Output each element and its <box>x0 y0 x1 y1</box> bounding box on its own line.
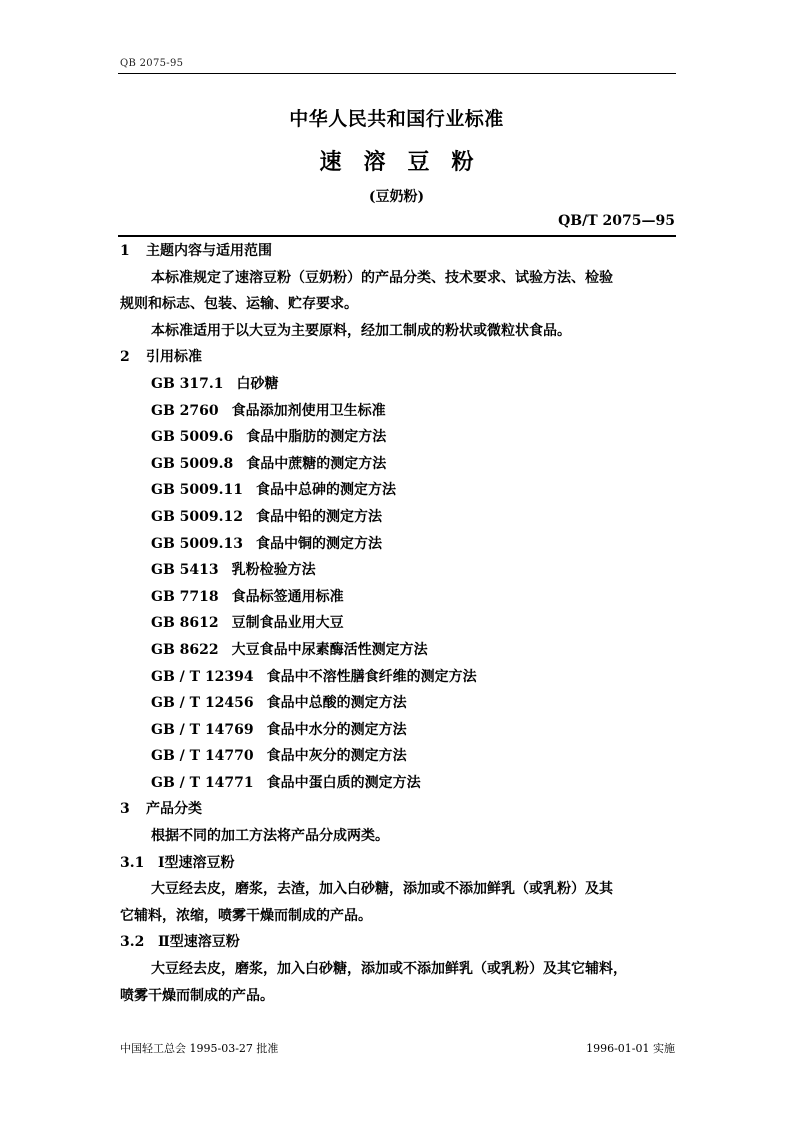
approval-note: 中国轻工总会 1995-03-27 批准 <box>120 1042 279 1055</box>
section-title: 引用标准 <box>146 349 202 366</box>
reference-item <box>120 717 680 744</box>
title-rule <box>118 235 676 237</box>
reference-item <box>120 584 680 611</box>
reference-item <box>120 451 680 478</box>
paragraph-line: 根据不同的加工方法将产品分成两类。 <box>151 828 389 845</box>
reference-item <box>120 770 680 797</box>
section-number: 3 <box>120 801 130 818</box>
reference-code: GB 5009.6 <box>151 429 234 446</box>
reference-code: GB 5009.12 <box>151 508 243 525</box>
reference-name: 豆制食品业用大豆 <box>231 615 344 632</box>
running-header-code: QB 2075-95 <box>120 58 184 69</box>
section-3-1-heading <box>120 850 680 877</box>
reference-code: GB / T 14771 <box>151 774 254 791</box>
reference-name: 乳粉检验方法 <box>231 562 316 579</box>
paragraph-line: 本标准适用于以大豆为主要原料，经加工制成的粉状或微粒状食品。 <box>151 322 571 339</box>
implementation-date: 1996-01-01 实施 <box>586 1042 675 1055</box>
paragraph-line: 本标准规定了速溶豆粉（豆奶粉）的产品分类、技术要求、试验方法、检验 <box>151 269 613 286</box>
header-rule <box>118 73 676 74</box>
reference-name: 白砂糖 <box>236 375 279 392</box>
reference-item <box>120 557 680 584</box>
section-3-heading <box>120 796 680 823</box>
reference-item <box>120 690 680 717</box>
reference-item <box>120 610 680 637</box>
product-title: 速溶豆粉 <box>319 149 496 175</box>
reference-name: 食品中总酸的测定方法 <box>266 695 407 712</box>
standard-number: QB/T 2075—95 <box>558 213 675 229</box>
reference-name: 食品中灰分的测定方法 <box>266 748 407 765</box>
reference-item <box>120 424 680 451</box>
section-title: 主题内容与适用范围 <box>146 243 272 259</box>
reference-name: 食品中水分的测定方法 <box>266 721 407 738</box>
reference-name: 食品中总砷的测定方法 <box>255 482 396 499</box>
reference-code: GB 7718 <box>151 588 219 605</box>
reference-name: 食品中铜的测定方法 <box>255 535 382 552</box>
reference-code: GB 5413 <box>151 562 219 579</box>
reference-code: GB 8622 <box>151 641 219 658</box>
reference-name: 大豆食品中尿素酶活性测定方法 <box>231 641 428 658</box>
reference-name: 食品中不溶性膳食纤维的测定方法 <box>266 668 477 685</box>
section-number: 1 <box>120 243 130 259</box>
reference-name: 食品添加剂使用卫生标准 <box>231 402 386 419</box>
reference-code: GB 2760 <box>151 402 219 419</box>
section-3-2-heading <box>120 929 680 956</box>
reference-code: GB / T 14769 <box>151 721 254 738</box>
section-title: 产品分类 <box>146 801 202 818</box>
reference-name: 食品中脂肪的测定方法 <box>246 429 387 446</box>
paragraph-line: 规则和标志、包装、运输、贮存要求。 <box>120 296 358 313</box>
product-alt-name: (豆奶粉) <box>368 189 425 205</box>
reference-item <box>120 664 680 691</box>
reference-item <box>120 637 680 664</box>
reference-name: 食品中蔗糖的测定方法 <box>246 455 387 472</box>
reference-item <box>120 477 680 504</box>
reference-code: GB / T 12394 <box>151 668 254 685</box>
section-number: 3.1 <box>120 854 145 871</box>
document-body <box>120 238 680 1009</box>
reference-code: GB / T 14770 <box>151 748 254 765</box>
paragraph-line: 喷雾干燥而制成的产品。 <box>120 987 274 1004</box>
section-title: Ⅰ型速溶豆粉 <box>158 854 235 871</box>
reference-item <box>120 398 680 425</box>
section-2-heading <box>120 344 680 371</box>
reference-code: GB 8612 <box>151 615 219 632</box>
section-1-heading <box>120 238 680 265</box>
reference-code: GB 5009.11 <box>151 482 243 499</box>
reference-code: GB 5009.8 <box>151 455 234 472</box>
standard-category-title: 中华人民共和国行业标准 <box>289 108 504 130</box>
reference-code: GB 5009.13 <box>151 535 243 552</box>
reference-code: GB 317.1 <box>151 375 224 392</box>
section-number: 3.2 <box>120 934 145 951</box>
reference-name: 食品中蛋白质的测定方法 <box>266 774 421 791</box>
reference-item <box>120 531 680 558</box>
reference-item <box>120 743 680 770</box>
paragraph-line: 大豆经去皮，磨浆，加入白砂糖，添加或不添加鲜乳（或乳粉）及其它辅料， <box>151 961 627 978</box>
paragraph-line: 大豆经去皮，磨浆，去渣，加入白砂糖，添加或不添加鲜乳（或乳粉）及其 <box>151 881 613 898</box>
reference-list <box>120 371 680 797</box>
reference-item <box>120 371 680 398</box>
reference-name: 食品标签通用标准 <box>231 588 344 605</box>
reference-name: 食品中铅的测定方法 <box>255 508 382 525</box>
section-title: Ⅱ型速溶豆粉 <box>158 934 240 951</box>
reference-code: GB / T 12456 <box>151 695 254 712</box>
section-number: 2 <box>120 349 130 366</box>
reference-item <box>120 504 680 531</box>
paragraph-line: 它辅料，浓缩，喷雾干燥而制成的产品。 <box>120 907 372 924</box>
